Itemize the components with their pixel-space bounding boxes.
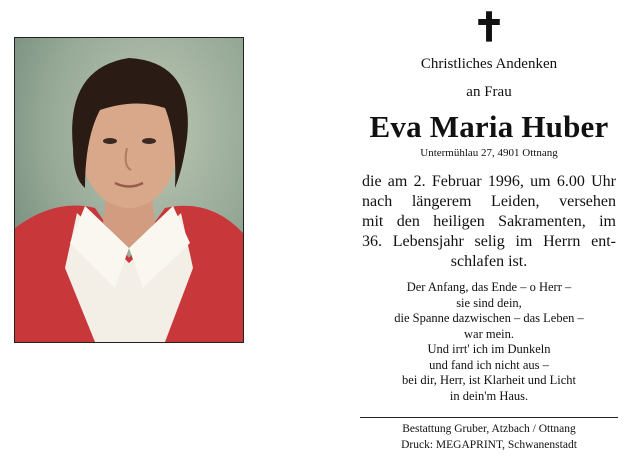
- obituary-line: 36. Lebensjahr selig im Herrn ent-: [362, 233, 616, 250]
- poem-line: war mein.: [464, 326, 514, 341]
- obituary-text: [362, 172, 616, 272]
- portrait-illustration: [15, 38, 243, 342]
- footer-divider: [360, 417, 618, 418]
- portrait-photo: [14, 37, 244, 343]
- obituary-line: schlafen ist.: [450, 253, 528, 270]
- memorial-heading: Christliches Andenken: [420, 56, 558, 72]
- poem-line: die Spanne dazwischen – das Leben –: [394, 311, 584, 325]
- footer: [352, 421, 626, 453]
- poem: [352, 280, 626, 404]
- poem-line: in dein'm Haus.: [449, 388, 529, 403]
- obituary-line: nach längerem Leiden, versehen: [362, 193, 616, 210]
- poem-line: Und irrt' ich im Dunkeln: [427, 342, 551, 356]
- obituary-line: die am 2. Februar 1996, um 6.00 Uhr: [362, 173, 616, 190]
- poem-line: bei dir, Herr, ist Klarheit und Licht: [402, 373, 576, 387]
- salutation: an Frau: [466, 84, 512, 100]
- printer-credit: Druck: MEGAPRINT, Schwanenstadt: [401, 439, 577, 451]
- obituary-line: mit den heiligen Sakramenten, im: [362, 213, 616, 230]
- poem-line: sie sind dein,: [456, 295, 522, 310]
- deceased-name: Eva Maria Huber: [369, 109, 609, 144]
- poem-line: und fand ich nicht aus –: [429, 357, 549, 372]
- undertaker-credit: Bestattung Gruber, Atzbach / Ottnang: [402, 423, 576, 435]
- poem-line: Der Anfang, das Ende – o Herr –: [406, 280, 572, 294]
- cross-icon: ✝: [472, 5, 506, 50]
- deceased-address: Untermühlau 27, 4901 Ottnang: [420, 147, 558, 159]
